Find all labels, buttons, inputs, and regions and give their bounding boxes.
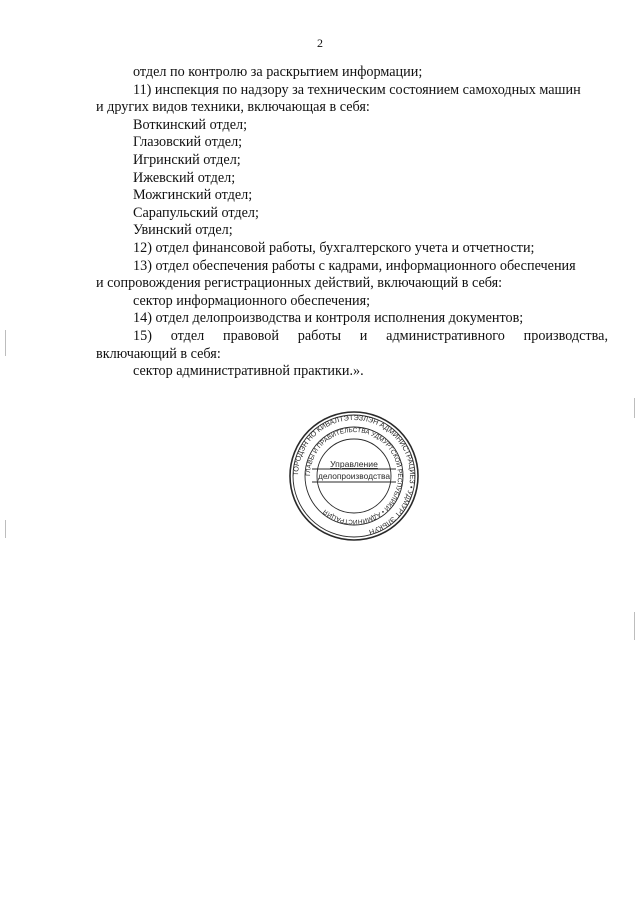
text-line: 14) отдел делопроизводства и контроля исполнения документов; xyxy=(133,310,524,327)
scan-edge-mark xyxy=(634,612,635,640)
stamp-outer-text: ТОРОДЭН НО КИВАЛТЭТЭЗЛЭН АДМИНИСТРАЦИЕЗ • УДМУРТ ЭЛЬКУН xyxy=(290,412,418,537)
text-line: 11) инспекция по надзору за техническим состоянием самоходных машин xyxy=(133,81,581,98)
stamp-center-line-1: Управление xyxy=(330,459,378,469)
text-line: Можгинский отдел; xyxy=(133,187,253,204)
stamp-inner-text: ГЛАВЫ И ПРАВИТЕЛЬСТВА УДМУРТСКОЙ РЕСПУБЛИКИ • АДМИНИСТРАЦИЯ xyxy=(304,426,404,526)
scan-edge-mark xyxy=(5,330,6,356)
text-line: 13) отдел обеспечения работы с кадрами, информационного обеспечения xyxy=(133,257,576,274)
stamp-center-line-2: делопроизводства xyxy=(317,471,391,481)
text-line: 12) отдел финансовой работы, бухгалтерского учета и отчетности; xyxy=(133,239,535,256)
text-line: сектор административной практики.». xyxy=(133,363,364,380)
text-line: Игринский отдел; xyxy=(133,151,241,168)
text-line: Сарапульский отдел; xyxy=(133,204,259,221)
text-line: Глазовский отдел; xyxy=(133,134,243,151)
text-line: сектор информационного обеспечения; xyxy=(133,292,371,309)
text-line: Воткинский отдел; xyxy=(133,116,248,133)
scan-edge-mark xyxy=(5,520,6,538)
document-body xyxy=(96,64,608,381)
page-number: 2 xyxy=(317,36,323,50)
text-line: и других видов техники, включающая в себя: xyxy=(96,99,370,116)
text-line: 15) отдел правовой работы и административного производства, xyxy=(133,327,608,344)
text-line: и сопровождения регистрационных действий, включающий в себя: xyxy=(96,275,503,292)
text-line: отдел по контролю за раскрытием информации; xyxy=(133,64,423,80)
scan-edge-mark xyxy=(634,398,635,418)
text-line: Увинский отдел; xyxy=(133,222,233,239)
official-stamp xyxy=(286,408,422,544)
text-line: включающий в себя: xyxy=(96,345,221,362)
text-line: Ижевский отдел; xyxy=(133,169,236,186)
stamp-seal-icon xyxy=(286,408,422,544)
